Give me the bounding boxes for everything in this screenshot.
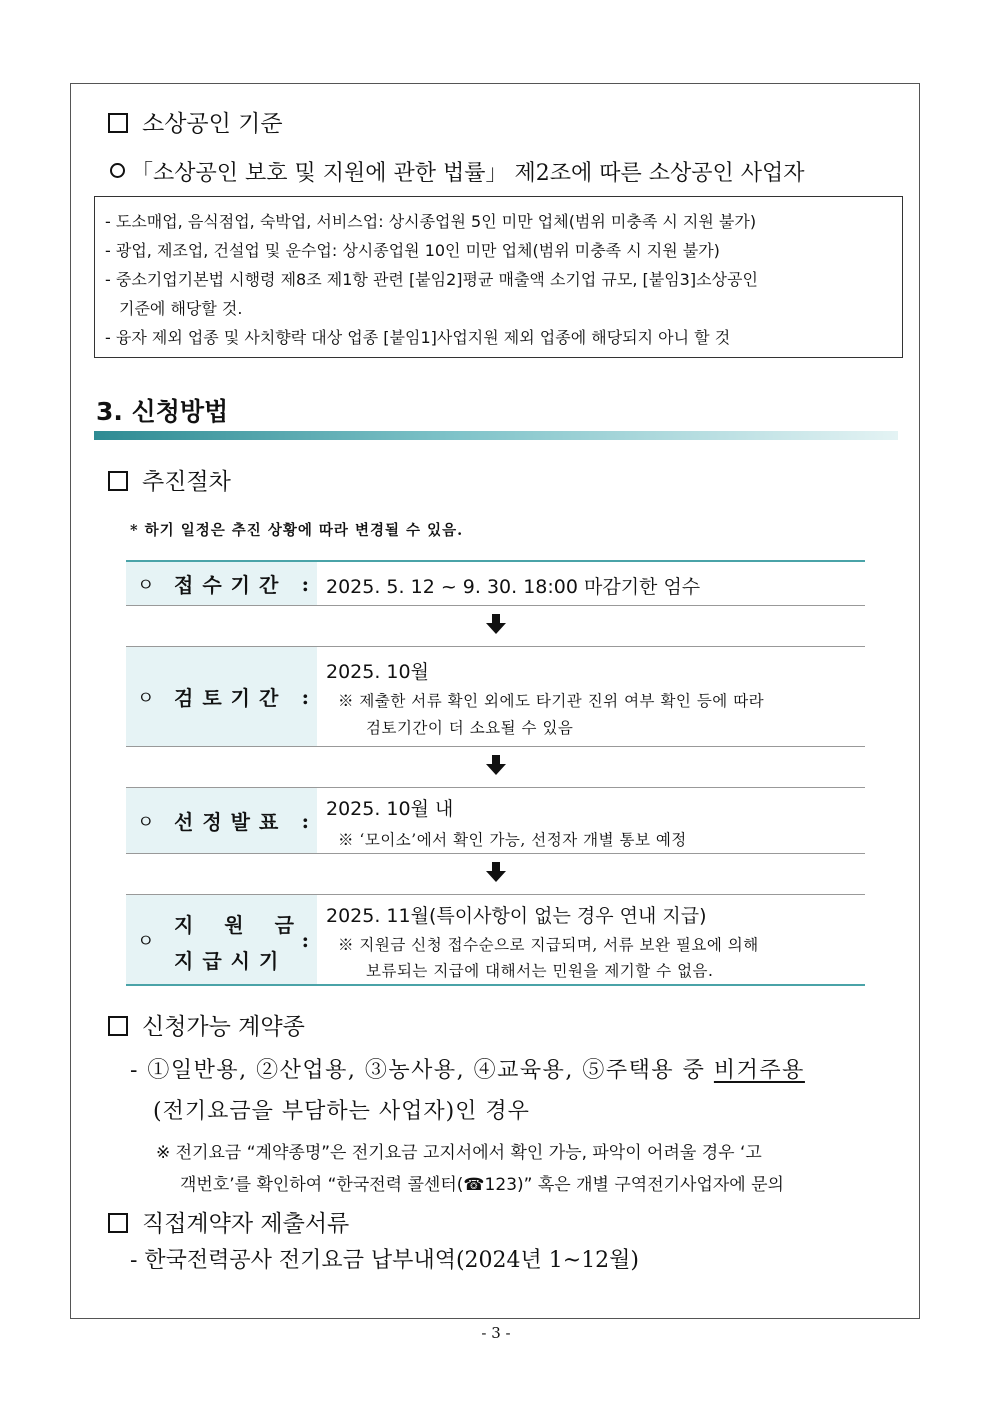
step-note: 검토기간이 더 소요될 수 있음	[366, 719, 574, 737]
criteria-box	[94, 196, 903, 358]
criteria-line: - 융자 제외 업종 및 사치향락 대상 업종 [붙임1]사업지원 제외 업종에 해당되지 아니 할 것	[105, 328, 731, 347]
eligible-note: ※ 전기요금 “계약종명”은 전기요금 고지서에서 확인 가능, 파악이 어려울 경우 ‘고	[156, 1143, 762, 1163]
step-label: ㅇ 선정발표 :	[126, 788, 317, 853]
checkbox-square-icon	[108, 1016, 128, 1036]
step-value: 2025. 10월 내	[326, 798, 454, 820]
step-note: 보류되는 지급에 대해서는 민원을 제기할 수 없음.	[366, 962, 714, 980]
eligible-line: (전기요금을 부담하는 사업자)인 경우	[153, 1099, 530, 1124]
step-label: ㅇ 지 원 금 지급시기 :	[126, 895, 317, 984]
schedule-note: * 하기 일정은 추진 상황에 따라 변경될 수 있음.	[130, 522, 464, 539]
bullet-circle-icon	[110, 163, 125, 178]
step-row-review	[126, 646, 865, 747]
step-value: 2025. 5. 12 ~ 9. 30. 18:00 마감기한 엄수	[326, 576, 701, 598]
eligible-line: - ①일반용, ②산업용, ③농사용, ④교육용, ⑤주택용 중 비거주용	[130, 1058, 805, 1083]
criteria-heading: 소상공인 기준	[108, 105, 283, 138]
criteria-line: - 도소매업, 음식점업, 숙박업, 서비스업: 상시종업원 5인 미만 업체(범위 미충족 시 지원 불가)	[105, 212, 757, 231]
docs-heading: 직접계약자 제출서류	[108, 1205, 349, 1238]
step-note: ※ 지원금 신청 접수순으로 지급되며, 서류 보완 필요에 의해	[338, 936, 759, 954]
criteria-line: 기준에 해당할 것.	[119, 299, 243, 318]
section-title-bar	[94, 431, 898, 440]
down-arrow-icon	[484, 755, 508, 775]
step-row-announcement	[126, 787, 865, 854]
eligible-note: 객번호’를 확인하여 “한국전력 콜센터(☎123)” 혹은 개별 구역전기사업자에 문의	[180, 1175, 784, 1195]
step-value: 2025. 11월(특이사항이 없는 경우 연내 지급)	[326, 905, 707, 927]
step-row-receipt	[126, 560, 865, 606]
step-row-payment	[126, 894, 865, 986]
step-value: 2025. 10월	[326, 661, 429, 683]
page-number: - 3 -	[481, 1324, 511, 1342]
step-label: ㅇ 접수기간 :	[126, 562, 317, 605]
down-arrow-icon	[484, 614, 508, 634]
criteria-line: - 중소기업기본법 시행령 제8조 제1항 관련 [붙임2]평균 매출액 소기업 규모, [붙임3]소상공인	[105, 270, 758, 289]
checkbox-square-icon	[108, 1213, 128, 1233]
checkbox-square-icon	[108, 471, 128, 491]
eligible-heading: 신청가능 계약종	[108, 1008, 305, 1041]
criteria-line: - 광업, 제조업, 건설업 및 운수업: 상시종업원 10인 미만 업체(범위 미충족 시 지원 불가)	[105, 241, 720, 260]
step-label: ㅇ 검토기간 :	[126, 647, 317, 746]
section-title: 3. 신청방법	[96, 397, 229, 426]
checkbox-square-icon	[108, 113, 128, 133]
step-note: ※ ‘모이소’에서 확인 가능, 선정자 개별 통보 예정	[338, 831, 687, 849]
down-arrow-icon	[484, 862, 508, 882]
criteria-bullet: 「소상공인 보호 및 지원에 관한 법률」 제2조에 따른 소상공인 사업자	[110, 156, 805, 187]
procedure-heading: 추진절차	[108, 463, 231, 496]
docs-line: - 한국전력공사 전기요금 납부내역(2024년 1~12월)	[130, 1248, 640, 1273]
step-note: ※ 제출한 서류 확인 외에도 타기관 진위 여부 확인 등에 따라	[338, 692, 765, 710]
